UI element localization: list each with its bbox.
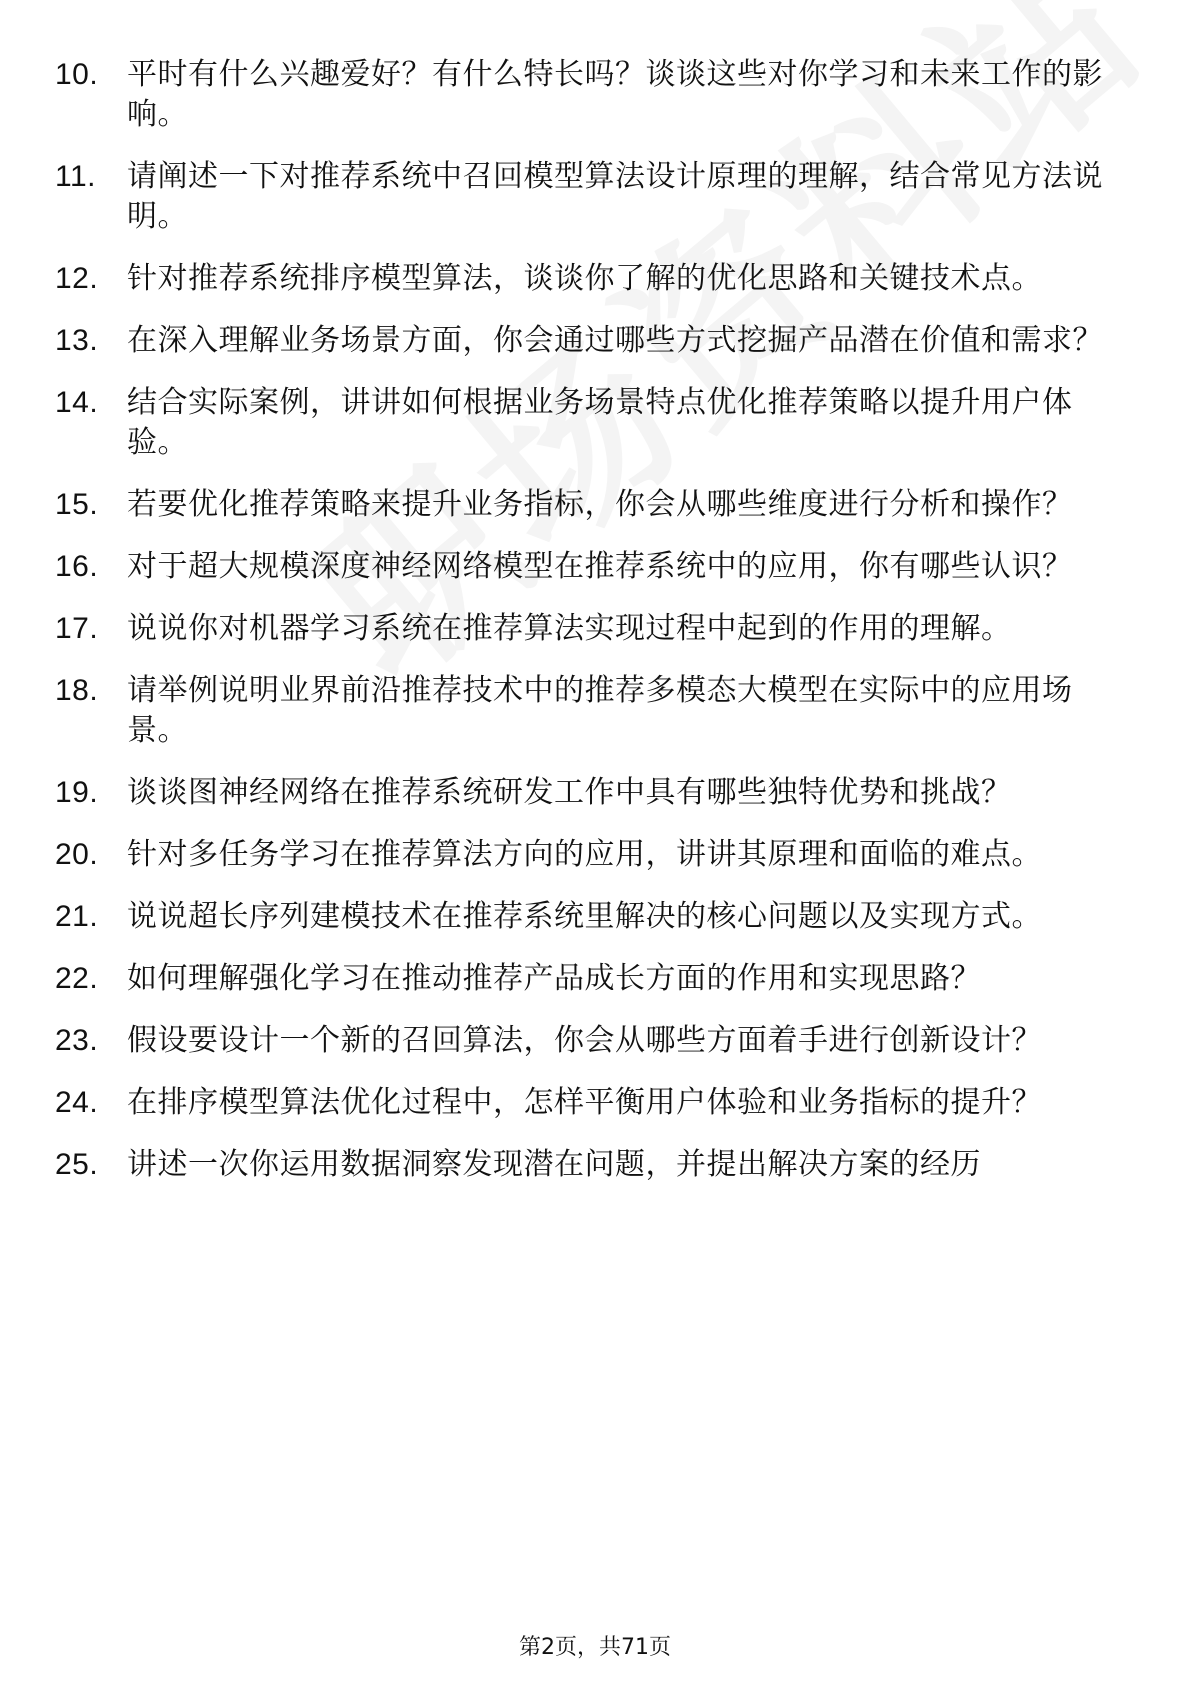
question-item — [55, 55, 1105, 135]
question-text: 请阐述一下对推荐系统中召回模型算法设计原理的理解，结合常见方法说明。 — [127, 159, 1103, 234]
question-item — [55, 485, 1105, 525]
question-text: 结合实际案例，讲讲如何根据业务场景特点优化推荐策略以提升用户体验。 — [127, 385, 1073, 460]
question-number: 12. — [55, 262, 99, 295]
question-text: 平时有什么兴趣爱好？有什么特长吗？谈谈这些对你学习和未来工作的影响。 — [127, 57, 1103, 132]
question-item — [55, 609, 1105, 649]
page-footer: 第2页，共71页 — [519, 1635, 671, 1660]
question-item — [55, 773, 1105, 813]
question-item — [55, 547, 1105, 587]
question-item — [55, 959, 1105, 999]
question-text: 针对多任务学习在推荐算法方向的应用，讲讲其原理和面临的难点。 — [127, 837, 1042, 872]
question-item — [55, 321, 1105, 361]
question-number: 18. — [55, 674, 99, 707]
question-number: 19. — [55, 776, 99, 809]
question-item — [55, 383, 1105, 463]
question-number: 24. — [55, 1086, 99, 1119]
question-text: 请举例说明业界前沿推荐技术中的推荐多模态大模型在实际中的应用场景。 — [127, 673, 1073, 748]
question-text: 针对推荐系统排序模型算法，谈谈你了解的优化思路和关键技术点。 — [127, 261, 1042, 296]
question-text: 谈谈图神经网络在推荐系统研发工作中具有哪些独特优势和挑战？ — [127, 775, 1012, 810]
question-item — [55, 671, 1105, 751]
question-item — [55, 1083, 1105, 1123]
question-number: 21. — [55, 900, 99, 933]
question-number: 13. — [55, 324, 99, 357]
question-number: 23. — [55, 1024, 99, 1057]
question-text: 讲述一次你运用数据洞察发现潜在问题，并提出解决方案的经历 — [127, 1147, 981, 1182]
question-number: 10. — [55, 58, 99, 91]
question-item — [55, 1021, 1105, 1061]
question-number: 22. — [55, 962, 99, 995]
question-number: 11. — [55, 160, 96, 193]
question-item — [55, 259, 1105, 299]
question-item — [55, 157, 1105, 237]
question-text: 在深入理解业务场景方面，你会通过哪些方式挖掘产品潜在价值和需求？ — [127, 323, 1103, 358]
question-text: 若要优化推荐策略来提升业务指标，你会从哪些维度进行分析和操作？ — [127, 487, 1073, 522]
question-text: 说说你对机器学习系统在推荐算法实现过程中起到的作用的理解。 — [127, 611, 1012, 646]
question-text: 假设要设计一个新的召回算法，你会从哪些方面着手进行创新设计？ — [127, 1023, 1042, 1058]
question-list — [55, 55, 1105, 1207]
question-item — [55, 835, 1105, 875]
question-number: 15. — [55, 488, 99, 521]
question-number: 17. — [55, 612, 99, 645]
question-item — [55, 1145, 1105, 1185]
question-item — [55, 897, 1105, 937]
question-text: 说说超长序列建模技术在推荐系统里解决的核心问题以及实现方式。 — [127, 899, 1042, 934]
question-text: 如何理解强化学习在推动推荐产品成长方面的作用和实现思路？ — [127, 961, 981, 996]
question-number: 14. — [55, 386, 99, 419]
question-number: 20. — [55, 838, 99, 871]
question-number: 16. — [55, 550, 99, 583]
question-text: 在排序模型算法优化过程中，怎样平衡用户体验和业务指标的提升？ — [127, 1085, 1042, 1120]
question-number: 25. — [55, 1148, 99, 1181]
question-text: 对于超大规模深度神经网络模型在推荐系统中的应用，你有哪些认识？ — [127, 549, 1073, 584]
